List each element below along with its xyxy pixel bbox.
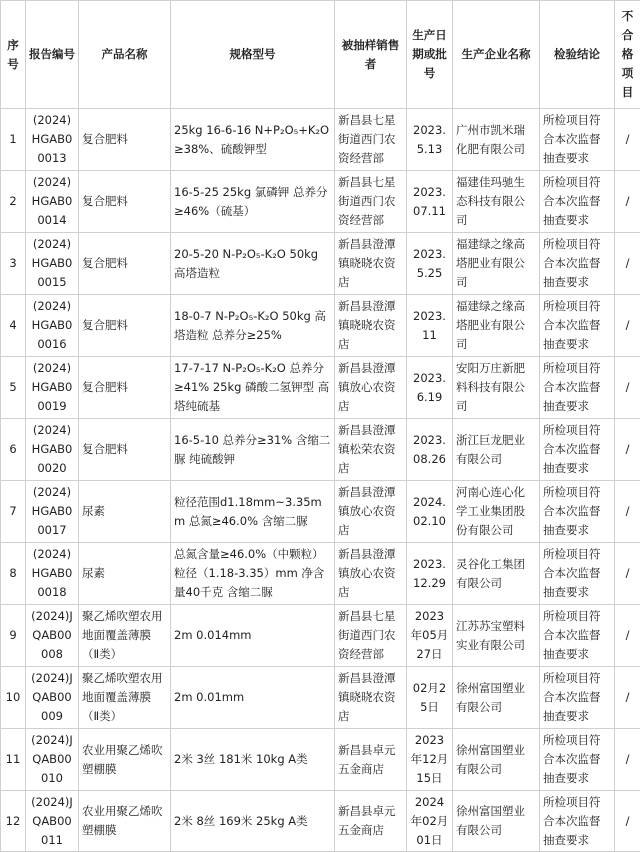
cell-seller: 新昌县澄潭镇晓晓农资店 bbox=[335, 233, 407, 295]
cell-product-name: 复合肥料 bbox=[79, 357, 171, 419]
cell-product-name: 聚乙烯吹塑农用地面覆盖薄膜（Ⅱ类） bbox=[79, 667, 171, 729]
cell-spec: 2m 0.014mm bbox=[171, 605, 335, 667]
cell-seq: 1 bbox=[1, 109, 26, 171]
cell-seq: 8 bbox=[1, 543, 26, 605]
header-product-name: 产品名称 bbox=[79, 1, 171, 109]
cell-prod-date: 2024年02月01日 bbox=[407, 791, 453, 852]
cell-conclusion: 所检项目符合本次监督抽查要求 bbox=[540, 481, 615, 543]
cell-product-name: 复合肥料 bbox=[79, 109, 171, 171]
cell-failed-items: / bbox=[615, 171, 640, 233]
cell-conclusion: 所检项目符合本次监督抽查要求 bbox=[540, 295, 615, 357]
cell-seq: 7 bbox=[1, 481, 26, 543]
cell-seq: 12 bbox=[1, 791, 26, 852]
cell-product-name: 尿素 bbox=[79, 481, 171, 543]
cell-spec: 16-5-10 总养分≥31% 含缩二脲 纯硫酸钾 bbox=[171, 419, 335, 481]
cell-prod-date: 2023.07.11 bbox=[407, 171, 453, 233]
cell-report-no: (2024)HGAB00020 bbox=[26, 419, 79, 481]
cell-report-no: (2024)JQAB00009 bbox=[26, 667, 79, 729]
cell-spec: 2米 8丝 169米 25kg A类 bbox=[171, 791, 335, 852]
cell-manufacturer: 安阳万庄新肥料科技有限公司 bbox=[453, 357, 540, 419]
cell-manufacturer: 江苏苏宝塑料实业有限公司 bbox=[453, 605, 540, 667]
cell-report-no: (2024)HGAB00017 bbox=[26, 481, 79, 543]
cell-failed-items: / bbox=[615, 543, 640, 605]
cell-seller: 新昌县澄潭镇晓晓农资店 bbox=[335, 667, 407, 729]
cell-report-no: (2024)JQAB00008 bbox=[26, 605, 79, 667]
cell-seller: 新昌县卓元五金商店 bbox=[335, 729, 407, 791]
header-seller: 被抽样销售者 bbox=[335, 1, 407, 109]
table-row bbox=[1, 109, 640, 171]
header-spec: 规格型号 bbox=[171, 1, 335, 109]
header-conclusion: 检验结论 bbox=[540, 1, 615, 109]
cell-seq: 4 bbox=[1, 295, 26, 357]
header-manufacturer: 生产企业名称 bbox=[453, 1, 540, 109]
table-row bbox=[1, 419, 640, 481]
cell-report-no: (2024)JQAB00011 bbox=[26, 791, 79, 852]
cell-prod-date: 02月25日 bbox=[407, 667, 453, 729]
cell-seq: 9 bbox=[1, 605, 26, 667]
cell-failed-items: / bbox=[615, 295, 640, 357]
cell-failed-items: / bbox=[615, 791, 640, 852]
table-row bbox=[1, 171, 640, 233]
cell-prod-date: 2023.11 bbox=[407, 295, 453, 357]
cell-product-name: 农业用聚乙烯吹塑棚膜 bbox=[79, 729, 171, 791]
cell-report-no: (2024)HGAB00019 bbox=[26, 357, 79, 419]
cell-seq: 3 bbox=[1, 233, 26, 295]
cell-conclusion: 所检项目符合本次监督抽查要求 bbox=[540, 109, 615, 171]
cell-seller: 新昌县七星街道西门农资经营部 bbox=[335, 109, 407, 171]
cell-conclusion: 所检项目符合本次监督抽查要求 bbox=[540, 357, 615, 419]
cell-product-name: 复合肥料 bbox=[79, 171, 171, 233]
cell-spec: 17-7-17 N-P₂O₅-K₂O 总养分≥41% 25kg 磷酸二氢钾型 高塔纯硫基 bbox=[171, 357, 335, 419]
cell-spec: 16-5-25 25kg 氯磷钾 总养分≥46%（硫基） bbox=[171, 171, 335, 233]
cell-manufacturer: 广州市凯米瑞化肥有限公司 bbox=[453, 109, 540, 171]
header-report-no: 报告编号 bbox=[26, 1, 79, 109]
cell-seller: 新昌县澄潭镇晓晓农资店 bbox=[335, 295, 407, 357]
header-prod-date: 生产日期或批号 bbox=[407, 1, 453, 109]
cell-report-no: (2024)HGAB00013 bbox=[26, 109, 79, 171]
cell-product-name: 复合肥料 bbox=[79, 419, 171, 481]
cell-seq: 11 bbox=[1, 729, 26, 791]
cell-prod-date: 2023.6.19 bbox=[407, 357, 453, 419]
cell-conclusion: 所检项目符合本次监督抽查要求 bbox=[540, 667, 615, 729]
cell-seller: 新昌县七星街道西门农资经营部 bbox=[335, 171, 407, 233]
table-row bbox=[1, 481, 640, 543]
cell-conclusion: 所检项目符合本次监督抽查要求 bbox=[540, 233, 615, 295]
cell-conclusion: 所检项目符合本次监督抽查要求 bbox=[540, 791, 615, 852]
cell-failed-items: / bbox=[615, 667, 640, 729]
header-row bbox=[1, 1, 640, 109]
cell-report-no: (2024)HGAB00018 bbox=[26, 543, 79, 605]
cell-prod-date: 2023年05月27日 bbox=[407, 605, 453, 667]
cell-seller: 新昌县澄潭镇放心农资店 bbox=[335, 357, 407, 419]
cell-manufacturer: 徐州富国塑业有限公司 bbox=[453, 667, 540, 729]
cell-manufacturer: 浙江巨龙肥业有限公司 bbox=[453, 419, 540, 481]
cell-manufacturer: 福建佳玛驰生态科技有限公司 bbox=[453, 171, 540, 233]
cell-product-name: 复合肥料 bbox=[79, 233, 171, 295]
cell-spec: 20-5-20 N-P₂O₅-K₂O 50kg 高塔造粒 bbox=[171, 233, 335, 295]
header-failed-items: 不合格项目 bbox=[615, 1, 640, 109]
cell-report-no: (2024)HGAB00014 bbox=[26, 171, 79, 233]
header-seq: 序号 bbox=[1, 1, 26, 109]
table-row bbox=[1, 605, 640, 667]
cell-conclusion: 所检项目符合本次监督抽查要求 bbox=[540, 729, 615, 791]
cell-seq: 10 bbox=[1, 667, 26, 729]
table-row bbox=[1, 791, 640, 852]
cell-prod-date: 2023.5.25 bbox=[407, 233, 453, 295]
cell-failed-items: / bbox=[615, 481, 640, 543]
cell-prod-date: 2023年12月15日 bbox=[407, 729, 453, 791]
cell-prod-date: 2023.12.29 bbox=[407, 543, 453, 605]
cell-failed-items: / bbox=[615, 357, 640, 419]
table-row bbox=[1, 357, 640, 419]
cell-manufacturer: 徐州富国塑业有限公司 bbox=[453, 791, 540, 852]
table-body bbox=[1, 109, 640, 852]
table-row bbox=[1, 543, 640, 605]
cell-seller: 新昌县澄潭镇放心农资店 bbox=[335, 543, 407, 605]
cell-spec: 18-0-7 N-P₂O₅-K₂O 50kg 高塔造粒 总养分≥25% bbox=[171, 295, 335, 357]
cell-report-no: (2024)HGAB00015 bbox=[26, 233, 79, 295]
table-row bbox=[1, 295, 640, 357]
cell-conclusion: 所检项目符合本次监督抽查要求 bbox=[540, 543, 615, 605]
cell-seller: 新昌县卓元五金商店 bbox=[335, 791, 407, 852]
cell-manufacturer: 徐州富国塑业有限公司 bbox=[453, 729, 540, 791]
cell-failed-items: / bbox=[615, 729, 640, 791]
cell-prod-date: 2023.5.13 bbox=[407, 109, 453, 171]
cell-spec: 总氮含量≥46.0%（中颗粒）粒径（1.18-3.35）mm 净含量40千克 含缩二脲 bbox=[171, 543, 335, 605]
cell-product-name: 复合肥料 bbox=[79, 295, 171, 357]
cell-product-name: 聚乙烯吹塑农用地面覆盖薄膜（Ⅱ类） bbox=[79, 605, 171, 667]
cell-spec: 粒径范围d1.18mm~3.35mm 总氮≥46.0% 含缩二脲 bbox=[171, 481, 335, 543]
cell-prod-date: 2024.02.10 bbox=[407, 481, 453, 543]
table-row bbox=[1, 233, 640, 295]
table-row bbox=[1, 729, 640, 791]
table-row bbox=[1, 667, 640, 729]
cell-product-name: 尿素 bbox=[79, 543, 171, 605]
cell-spec: 2m 0.01mm bbox=[171, 667, 335, 729]
cell-report-no: (2024)JQAB00010 bbox=[26, 729, 79, 791]
cell-seller: 新昌县澄潭镇放心农资店 bbox=[335, 481, 407, 543]
cell-manufacturer: 河南心连心化学工业集团股份有限公司 bbox=[453, 481, 540, 543]
cell-failed-items: / bbox=[615, 233, 640, 295]
cell-failed-items: / bbox=[615, 109, 640, 171]
cell-manufacturer: 福建绿之缘高塔肥业有限公司 bbox=[453, 295, 540, 357]
cell-spec: 2米 3丝 181米 10kg A类 bbox=[171, 729, 335, 791]
cell-seq: 5 bbox=[1, 357, 26, 419]
cell-prod-date: 2023.08.26 bbox=[407, 419, 453, 481]
cell-seller: 新昌县澄潭镇松荣农资店 bbox=[335, 419, 407, 481]
cell-seq: 6 bbox=[1, 419, 26, 481]
cell-report-no: (2024)HGAB00016 bbox=[26, 295, 79, 357]
cell-conclusion: 所检项目符合本次监督抽查要求 bbox=[540, 605, 615, 667]
cell-conclusion: 所检项目符合本次监督抽查要求 bbox=[540, 171, 615, 233]
cell-failed-items: / bbox=[615, 419, 640, 481]
cell-spec: 25kg 16-6-16 N+P₂O₅+K₂O≥38%、硫酸钾型 bbox=[171, 109, 335, 171]
cell-seq: 2 bbox=[1, 171, 26, 233]
cell-conclusion: 所检项目符合本次监督抽查要求 bbox=[540, 419, 615, 481]
cell-product-name: 农业用聚乙烯吹塑棚膜 bbox=[79, 791, 171, 852]
cell-manufacturer: 福建绿之缘高塔肥业有限公司 bbox=[453, 233, 540, 295]
cell-seller: 新昌县七星街道西门农资经营部 bbox=[335, 605, 407, 667]
cell-failed-items: / bbox=[615, 605, 640, 667]
cell-manufacturer: 灵谷化工集团有限公司 bbox=[453, 543, 540, 605]
